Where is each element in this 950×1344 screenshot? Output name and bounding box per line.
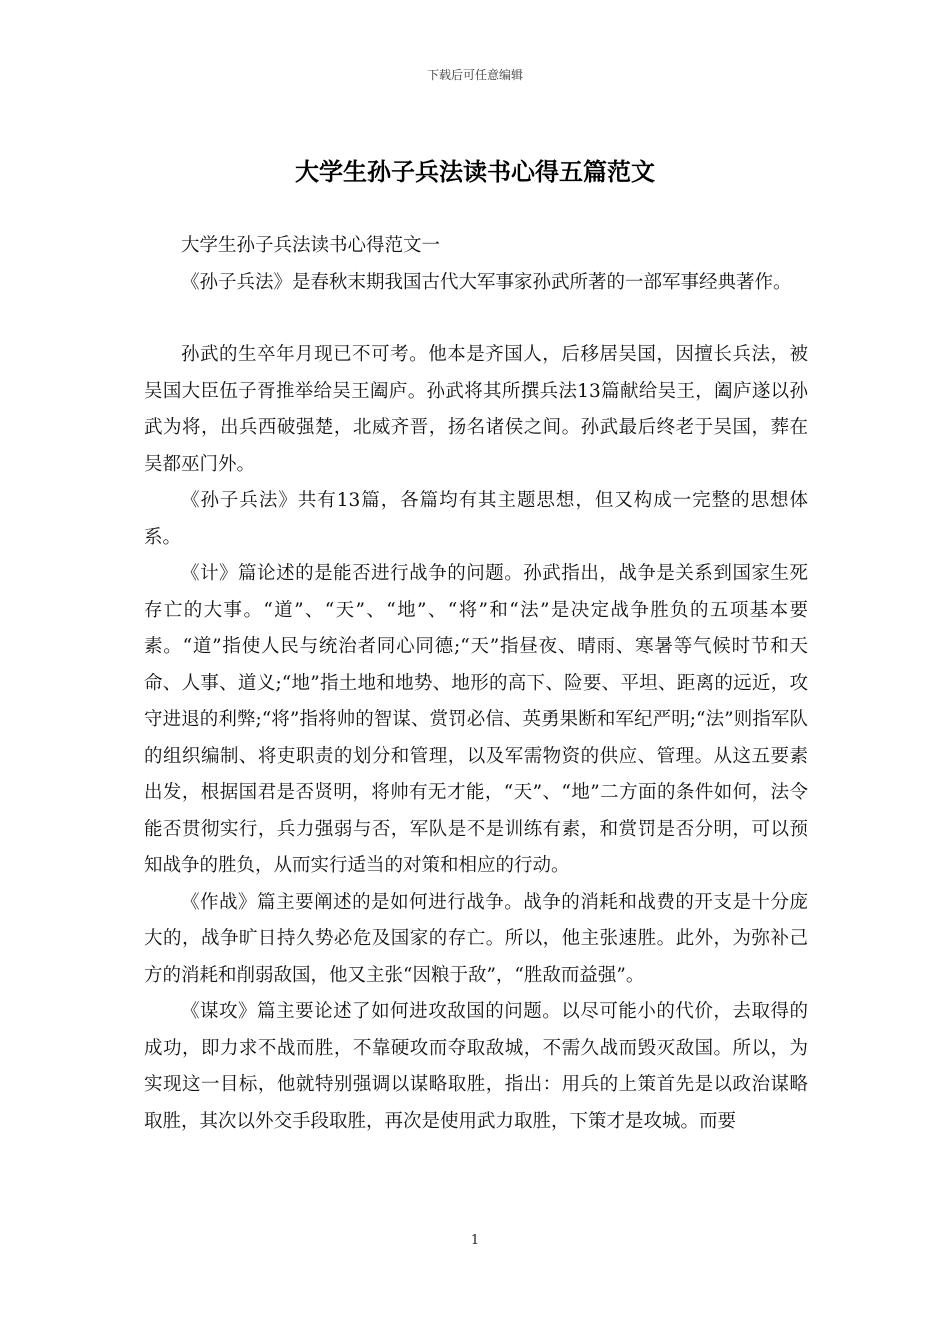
document-title: 大学生孙子兵法读书心得五篇范文: [295, 158, 655, 186]
paragraph-intro: 《孙子兵法》是春秋末期我国古代大军事家孙武所著的一部军事经典著作。: [181, 271, 792, 293]
section-heading: 大学生孙子兵法读书心得范文一: [181, 235, 441, 256]
paragraph-mougong: 《谋攻》篇主要论述了如何进攻敌国的问题。以尽可能小的代价，去取得的成功，即力求不战而胜，不靠硬攻而夺取敌城，不需久战而毁灭敌国。所以，为实现这一目标，他就特别强调以谋略取胜，指出：用兵的上策首先是以政治谋略取胜，其次以外交手段取胜，再次是使用武力取胜，下策才是攻城。而要: [144, 1001, 808, 1132]
header-note: 下载后可任意编辑: [426, 68, 523, 82]
page-number: 1: [470, 1233, 480, 1248]
paragraph-zuozhan: 《作战》篇主要阐述的是如何进行战争。战争的消耗和战费的开支是十分庞大的，战争旷日持久势必危及国家的存亡。所以，他主张速胜。此外，为弥补己方的消耗和削弱敌国，他又主张“因粮于敌”，“胜敌而益强”。: [144, 891, 808, 986]
paragraph-ji: 《计》篇论述的是能否进行战争的问题。孙武指出，战争是关系到国家生死存亡的大事。“道”、“天”、“地”、“将”和“法”是决定战争胜负的五项基本要素。“道”指使人民与统治者同心同德;“天”指昼夜、晴雨、寒暑等气候时节和天命、人事、道义;“地”指土地和地势、地形的高下、险要、平坦、距离的远近，攻守进退的利弊;“将”指将帅的智谋、赏罚必信、英勇果断和军纪严明;“法”则指军队的组织编制、将吏职责的划分和管理，以及军需物资的供应、管理。从这五要素出发，根据国君是否贤明，将帅有无才能，“天”、“地”二方面的条件如何，法令能否贯彻实行，兵力强弱与否，军队是不是训练有素，和赏罚是否分明，可以预知战争的胜负，从而实行适当的对策和相应的行动。: [144, 563, 808, 876]
paragraph-biography: 孙武的生卒年月现已不可考。他本是齐国人，后移居吴国，因擅长兵法，被吴国大臣伍子胥推举给吴王阖庐。孙武将其所撰兵法13篇献给吴王，阖庐遂以孙武为将，出兵西破强楚，北威齐晋，扬名诸侯之间。孙武最后终老于吴国，葬在吴都巫门外。: [144, 344, 808, 475]
paragraph-structure: 《孙子兵法》共有13篇，各篇均有其主题思想，但又构成一完整的思想体系。: [144, 490, 808, 548]
document-body: [144, 228, 808, 1140]
